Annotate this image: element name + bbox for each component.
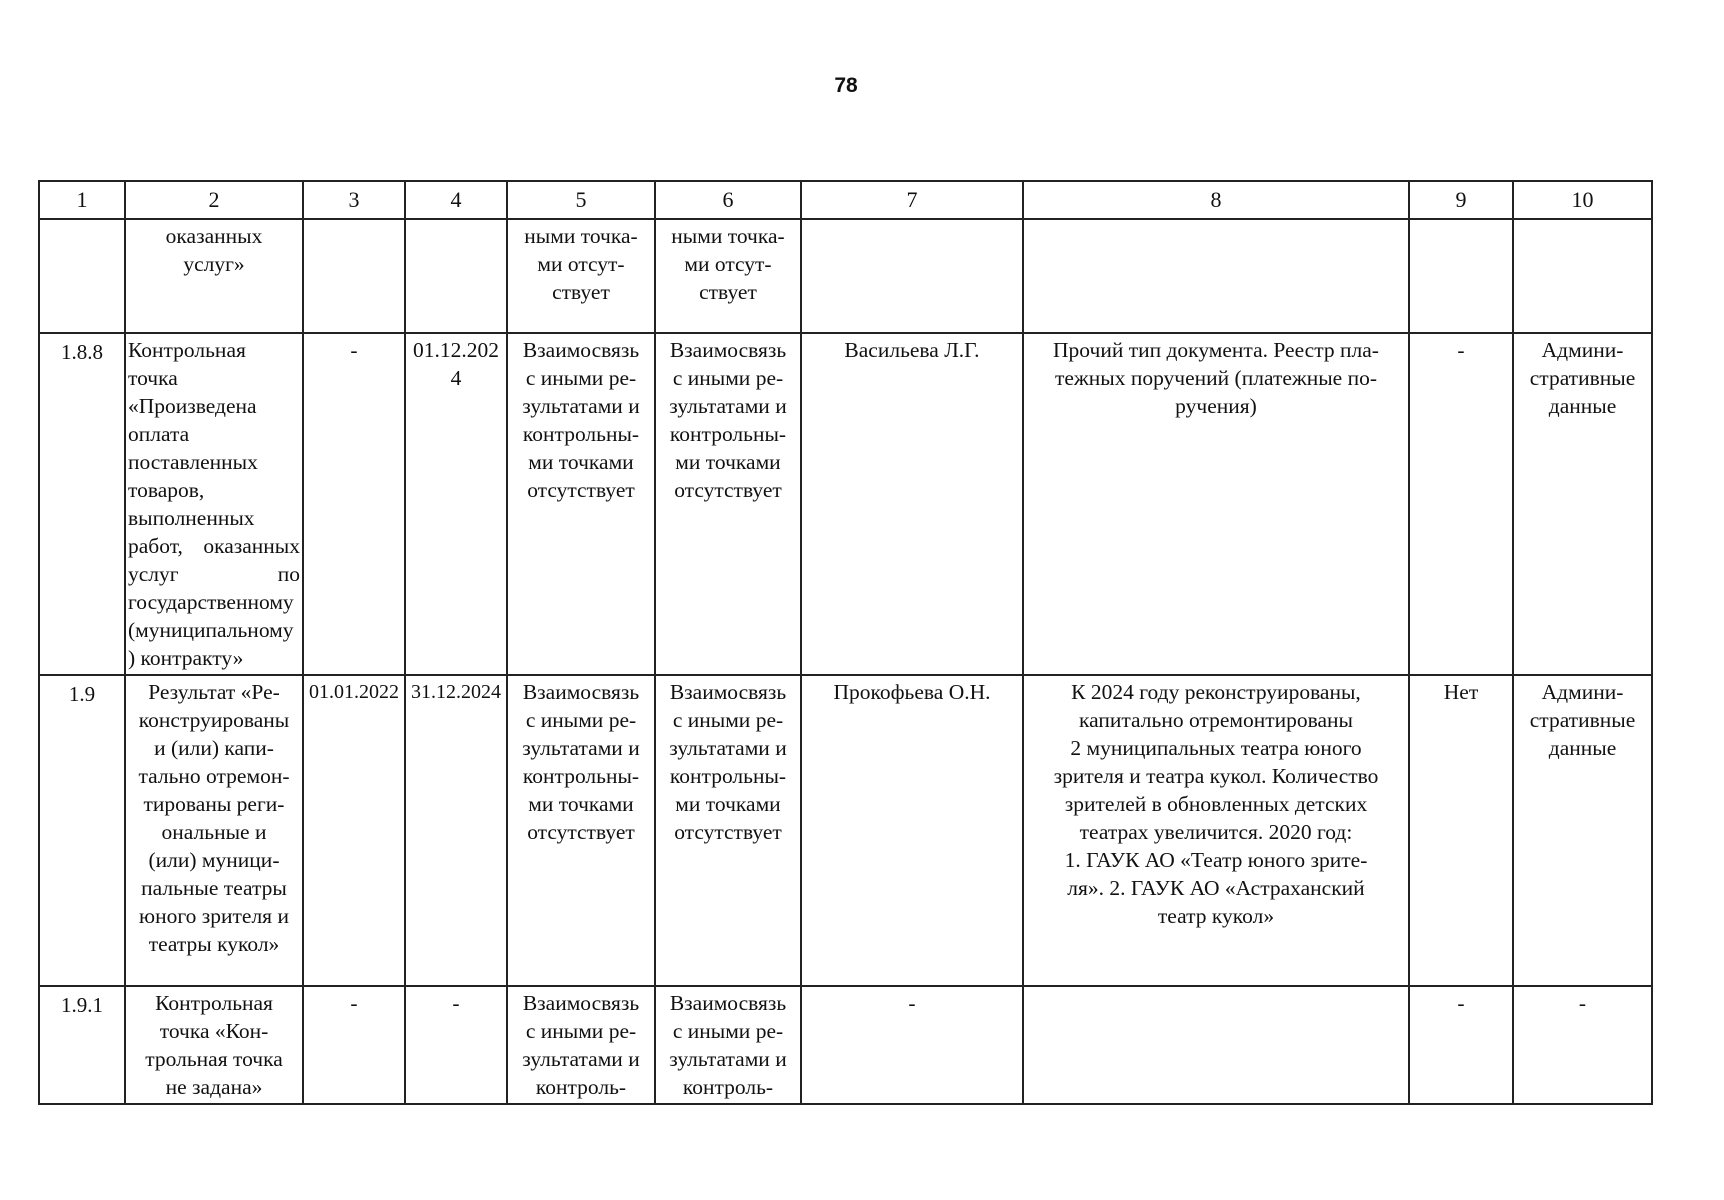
info-system: Админи- стративные данные — [1513, 333, 1652, 675]
document-type — [1023, 986, 1409, 1104]
page-number: 78 — [834, 74, 858, 97]
table-row — [39, 219, 1652, 333]
table-row — [39, 333, 1652, 675]
end-date: - — [405, 986, 507, 1104]
column-header: 2 — [125, 181, 303, 219]
document-type: Прочий тип документа. Реестр пла- тежных поручений (платежные по- ручения) — [1023, 333, 1409, 675]
column-header: 5 — [507, 181, 655, 219]
info-system: Админи- стративные данные — [1513, 675, 1652, 986]
column-header: 3 — [303, 181, 405, 219]
result-name: оказанных услуг» — [125, 219, 303, 333]
responsible: Васильева Л.Г. — [801, 333, 1023, 675]
row-number — [39, 219, 125, 333]
end-date — [405, 219, 507, 333]
start-date: - — [303, 333, 405, 675]
gis-flag: Нет — [1409, 675, 1513, 986]
start-date: - — [303, 986, 405, 1104]
info-system: - — [1513, 986, 1652, 1104]
row-number: 1.9 — [39, 675, 125, 986]
column-header: 10 — [1513, 181, 1652, 219]
column-header: 8 — [1023, 181, 1409, 219]
document-type — [1023, 219, 1409, 333]
result-name: Контрольная точка «Кон- трольная точка не задана» — [125, 986, 303, 1104]
result-name: Результат «Ре- конструированы и (или) капи- тально отремон- тированы реги- ональные и (или) муници- пальные театры юного зрителя и театры кукол» — [125, 675, 303, 986]
column-header: 9 — [1409, 181, 1513, 219]
row-number: 1.8.8 — [39, 333, 125, 675]
relation-next: Взаимосвязь с иными ре- зультатами и контрольны- ми точками отсутствует — [655, 333, 801, 675]
column-header: 4 — [405, 181, 507, 219]
relation-prev: Взаимосвязь с иными ре- зультатами и контрольны- ми точками отсутствует — [507, 675, 655, 986]
relation-prev: Взаимосвязь с иными ре- зультатами и контрольны- ми точками отсутствует — [507, 333, 655, 675]
relation-next: Взаимосвязь с иными ре- зультатами и контрольны- ми точками отсутствует — [655, 675, 801, 986]
start-date — [303, 219, 405, 333]
responsible: - — [801, 986, 1023, 1104]
gis-flag: - — [1409, 333, 1513, 675]
responsible — [801, 219, 1023, 333]
gis-flag — [1409, 219, 1513, 333]
responsible: Прокофьева О.Н. — [801, 675, 1023, 986]
column-header: 6 — [655, 181, 801, 219]
table-row — [39, 986, 1652, 1104]
gis-flag: - — [1409, 986, 1513, 1104]
column-header: 7 — [801, 181, 1023, 219]
relation-prev: ными точка- ми отсут- ствует — [507, 219, 655, 333]
document-type: К 2024 году реконструированы, капитально отремонтированы 2 муниципальных театра юного зрителя и театра кукол. Количество зрителей в обновленных детских театрах увеличится. 2020 год: 1. ГАУК АО «Театр юного зрите- ля». 2. ГАУК АО «Астраханский театр кукол» — [1023, 675, 1409, 986]
end-date: 31.12.2024 — [405, 675, 507, 986]
column-header: 1 — [39, 181, 125, 219]
end-date: 01.12.2024 — [405, 333, 507, 675]
relation-prev: Взаимосвязь с иными ре- зультатами и контроль- — [507, 986, 655, 1104]
row-number: 1.9.1 — [39, 986, 125, 1104]
relation-next: ными точка- ми отсут- ствует — [655, 219, 801, 333]
result-name: Контрольная точка «Произведена оплата поставленных товаров, выполненных работ, оказанных услуг по государственному (муниципальному) контракту» — [125, 333, 303, 675]
info-system — [1513, 219, 1652, 333]
plan-table — [38, 180, 1653, 1105]
start-date: 01.01.2022 — [303, 675, 405, 986]
table-row — [39, 675, 1652, 986]
relation-next: Взаимосвязь с иными ре- зультатами и контроль- — [655, 986, 801, 1104]
header-row — [39, 181, 1652, 219]
